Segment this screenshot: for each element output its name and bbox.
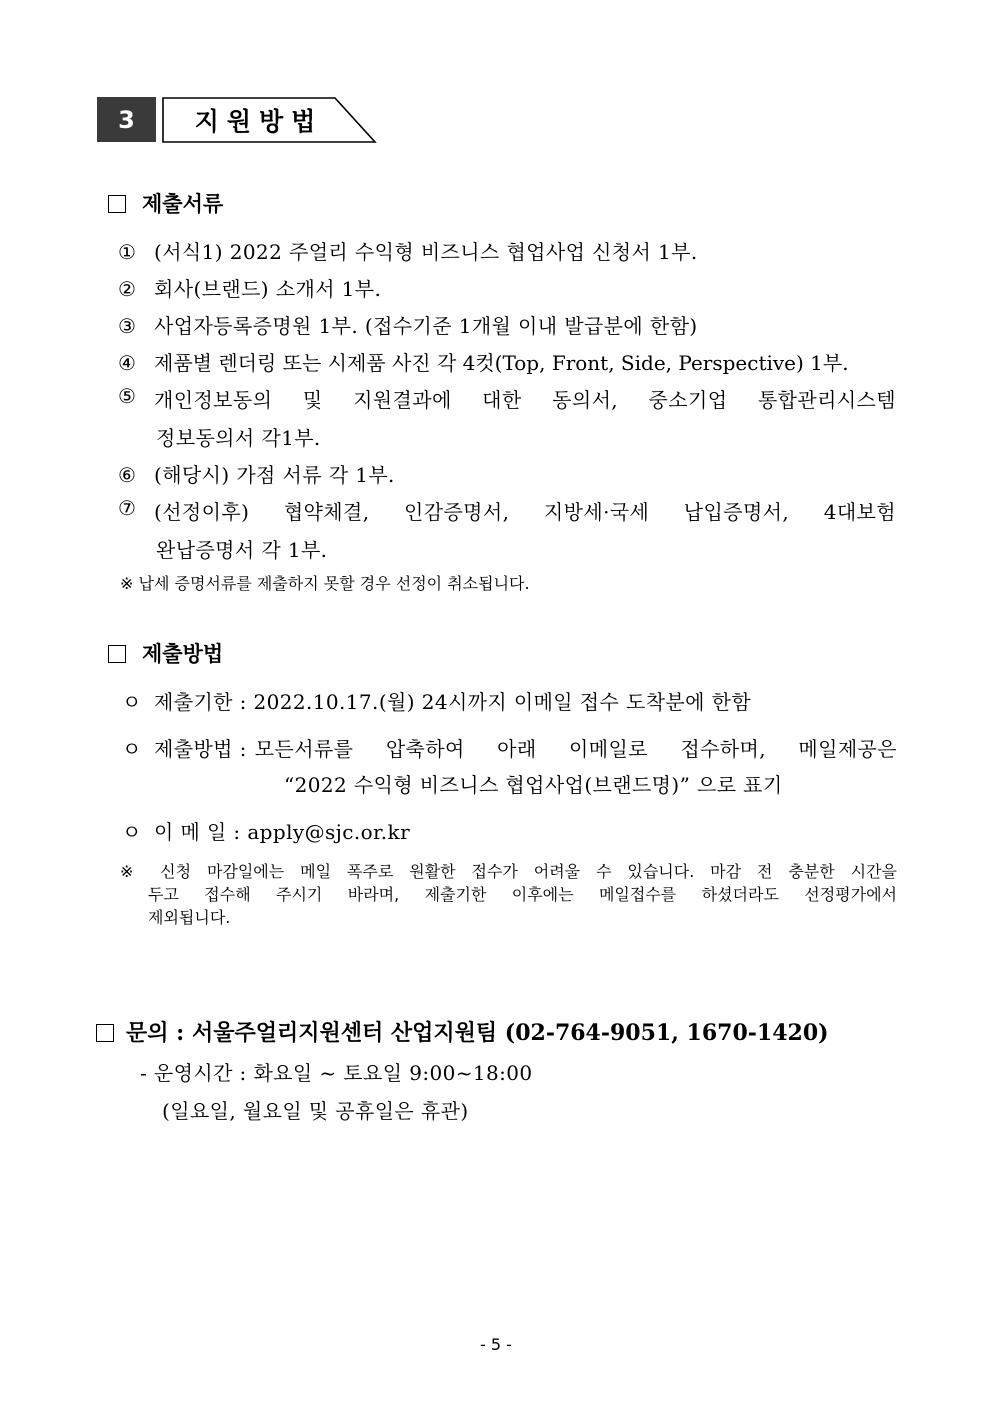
- section-number: 3: [97, 97, 156, 142]
- checkbox-square-icon: [96, 1024, 114, 1042]
- email-link: apply@sjc.or.kr: [247, 820, 411, 844]
- checkbox-square-icon: [108, 645, 126, 663]
- method-how: ㅇ 제출방법 : 모든서류를 압축하여 아래 이메일로 접수하며, 메일제공은: [122, 737, 897, 761]
- checkbox-square-icon: [108, 195, 126, 213]
- method-note: ※ 신청 마감일에는 메일 폭주로 원활한 접수가 어려울 수 있습니다. 마감 전 충분한 시간을 두고 접수해 주시기 바라며, 제출기한 이후에는 메일접수를 하셨더라도 선정평가에서 제외됩니다.: [120, 862, 897, 927]
- document-item-5-cont: 정보동의서 각1부.: [156, 426, 321, 450]
- document-item-1: ① (서식1) 2022 주얼리 수익형 비즈니스 협업사업 신청서 1부.: [118, 240, 698, 264]
- document-item-3: ③ 사업자등록증명원 1부. (접수기준 1개월 이내 발급분에 한함): [118, 314, 698, 338]
- contact-hours: - 운영시간 : 화요일 ~ 토요일 9:00~18:00: [140, 1061, 533, 1085]
- method-email: ㅇ 이 메 일 : apply@sjc.or.kr: [122, 820, 411, 844]
- document-item-6: ⑥ (해당시) 가점 서류 각 1부.: [118, 463, 395, 487]
- document-item-4: ④ 제품별 렌더링 또는 시제품 사진 각 4컷(Top, Front, Side, Perspective) 1부.: [118, 351, 849, 375]
- documents-note: ※ 납세 증명서류를 제출하지 못할 경우 선정이 취소됩니다.: [120, 574, 530, 593]
- method-heading: 제출방법: [108, 638, 223, 668]
- document-item-7-cont: 완납증명서 각 1부.: [156, 538, 328, 562]
- section-title: 지원방법: [194, 106, 324, 136]
- documents-heading: 제출서류: [108, 188, 223, 218]
- document-item-7: ⑦ (선정이후) 협약체결, 인감증명서, 지방세·국세 납입증명서, 4대보험: [118, 496, 896, 524]
- document-item-5: ⑤ 개인정보동의 및 지원결과에 대한 동의서, 중소기업 통합관리시스템: [118, 384, 896, 412]
- contact-line: 문의 : 서울주얼리지원센터 산업지원팀 (02-764-9051, 1670-1420): [96, 1016, 829, 1047]
- method-deadline: ㅇ 제출기한 : 2022.10.17.(월) 24시까지 이메일 접수 도착분에 한함: [122, 690, 752, 714]
- page-number: - 5 -: [480, 1335, 512, 1354]
- document-item-2: ② 회사(브랜드) 소개서 1부.: [118, 277, 382, 301]
- method-how-cont: “2022 수익형 비즈니스 협업사업(브랜드명)” 으로 표기: [284, 773, 783, 797]
- contact-closed: (일요일, 월요일 및 공휴일은 휴관): [162, 1099, 469, 1123]
